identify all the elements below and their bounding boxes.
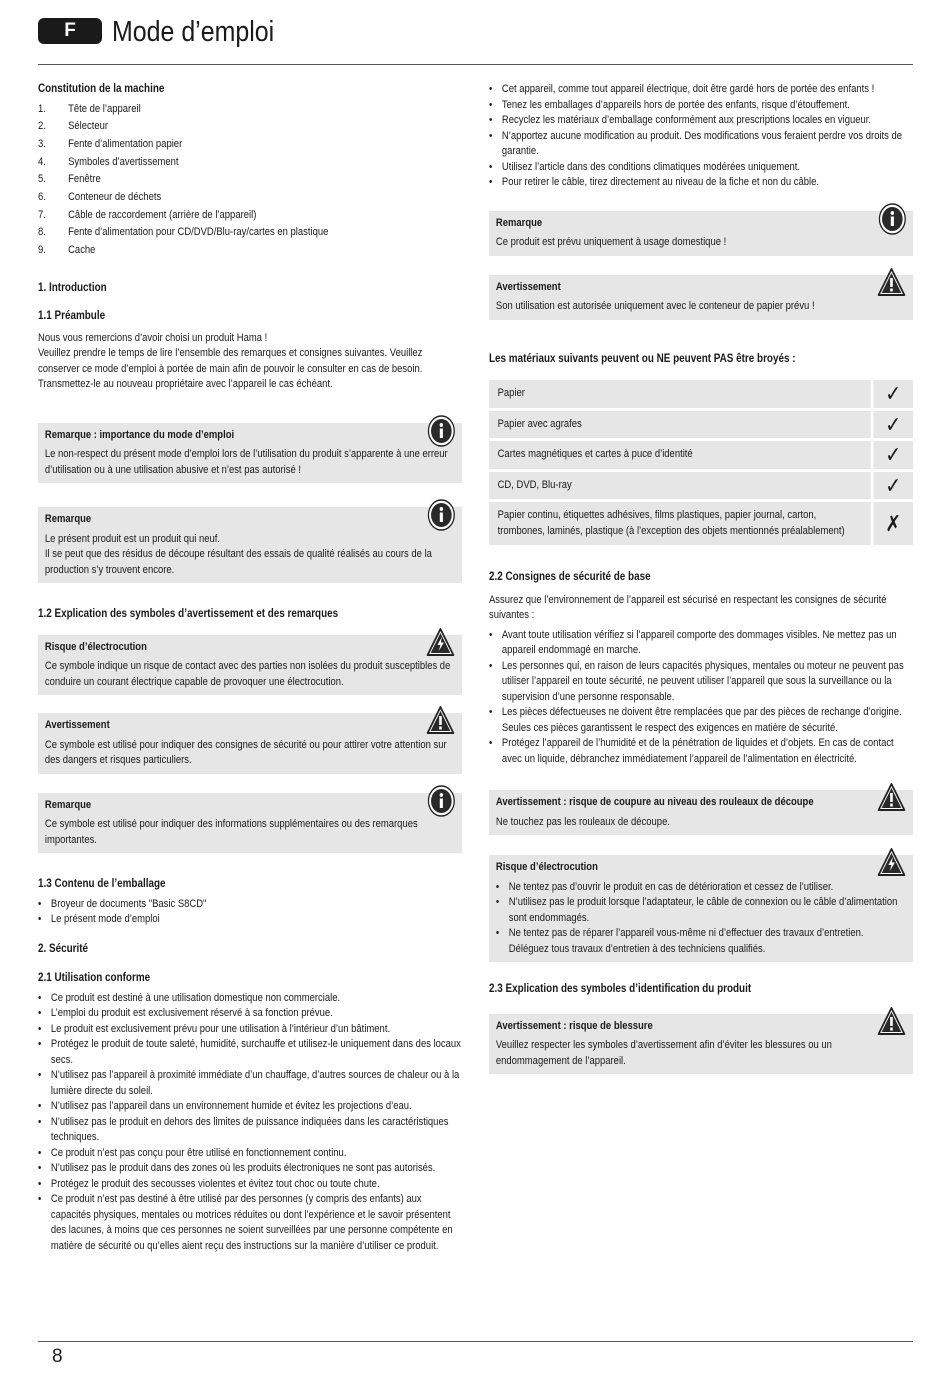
language-badge: F (38, 18, 102, 44)
material-row (489, 472, 913, 500)
note-title: Remarque (495, 216, 543, 229)
warning-text: Ne touchez pas les rouleaux de découpe. (495, 815, 670, 828)
material-label: Papier continu, étiquettes adhésives, films plastiques, papier journal, carton, trombones, laminés, plastique (à l’exception des objets mentionnés préalablement) (489, 502, 871, 545)
intended-use-item: • N’utilisez pas l’appareil à proximité immédiate d’un chauffage, d’autres sources de chaleur ou à la lumière directe du soleil. (38, 1068, 462, 1099)
basic-safety-list (489, 628, 913, 768)
constitution-item (38, 137, 462, 153)
safety-item: • Cet appareil, comme tout appareil électrique, doit être gardé hors de portée des enfants ! (489, 82, 913, 98)
material-row (489, 380, 913, 408)
preamble-text (38, 331, 462, 393)
note-title: Remarque (44, 513, 92, 525)
material-label: Papier (489, 380, 871, 408)
electric-shock-icon (426, 627, 455, 657)
note-title: Remarque : importance du mode d’emploi (44, 428, 235, 441)
warning-title: Avertissement : risque de blessure (495, 1019, 653, 1032)
box-text: Ce symbole indique un risque de contact avec des parties non isolées du produit susceptibles de conduire un courant électrique capable de provoquer une électrocution. (44, 660, 451, 688)
constitution-item (38, 155, 462, 171)
intended-use-item: • Ce produit est destiné à une utilisation domestique non commerciale. (38, 991, 462, 1007)
warning-injury (489, 1014, 913, 1075)
item-label: Câble de raccordement (arrière de l’appareil) (68, 208, 257, 221)
intended-use-item: • Protégez le produit des secousses violentes et évitez tout choc ou toute chute. (38, 1177, 462, 1193)
right-column (489, 82, 913, 1074)
box-text: Ce symbole est utilisé pour indiquer des informations supplémentaires ou des remarques importantes. (44, 818, 418, 846)
warning-explanation-box (38, 713, 462, 774)
intended-use-list (38, 991, 462, 1255)
shock-warning-box (489, 855, 913, 962)
intended-use-item: • N’utilisez pas le produit en dehors des limites de puissance indiquées dans les caractéristiques techniques. (38, 1115, 462, 1146)
material-label: CD, DVD, Blu-ray (489, 472, 871, 500)
shock-warning-list (496, 880, 906, 958)
intended-use-item: • N’utilisez pas l’appareil dans un environnement humide et évitez les projections d’eau. (38, 1099, 462, 1115)
material-row (489, 441, 913, 469)
info-icon (428, 785, 456, 817)
box-title: Risque d’électrocution (495, 861, 598, 873)
note-text: Le présent produit est un produit qui neuf. (44, 532, 221, 545)
note-domestic-use (489, 211, 913, 256)
material-mark: ✓ (871, 441, 913, 469)
item-number: 4. (38, 155, 46, 168)
constitution-item (38, 102, 462, 118)
safety-item: • Tenez les emballages d’appareils hors de portée des enfants, risque d’étouffement. (489, 98, 913, 114)
basic-safety-item: • Les pièces défectueuses ne doivent être remplacées que par des pièces de rechange d’origine. Seules ces pièces garantissent le respect des exigences en matière de sécurité. (489, 705, 913, 736)
constitution-item (38, 208, 462, 224)
note-text: Il se peut que des résidus de découpe résultant des essais de qualité réalisés au cours de la production s’y trouvent encore. (44, 548, 432, 576)
preamble-heading: 1.1 Préambule (38, 310, 106, 322)
item-number: 7. (38, 208, 46, 221)
page-footer (38, 1341, 913, 1367)
item-number: 9. (38, 244, 46, 256)
package-heading: 1.3 Contenu de l’emballage (38, 878, 166, 890)
section-safety-heading: 2. Sécurité (38, 942, 89, 955)
shock-warning-item: • Ne tentez pas de réparer l’appareil vous-même ni d’effectuer des travaux d’entretien. Déléguez tous travaux d’entretien à des techniciens qualifiés. (496, 926, 906, 957)
intended-use-item: • Ce produit n’est pas destiné à être utilisé par des personnes (y compris des enfants) aux capacités physiques, mentales ou motrices réduites ou dont l’expérience et le savoir présentent des lacunes, à moins que ces personnes ne soient surveillées par une personne compétente en matière de sécurité ou qu’elles aient reçu des instructions sur la manière d’utiliser ce produit. (38, 1192, 462, 1254)
constitution-heading: Constitution de la machine (38, 83, 165, 95)
constitution-item (38, 172, 462, 188)
shock-warning-item: • Ne tentez pas d’ouvrir le produit en cas de détérioration et cessez de l’utiliser. (496, 880, 906, 896)
identification-heading: 2.3 Explication des symboles d’identification du produit (489, 983, 752, 995)
intended-use-heading: 2.1 Utilisation conforme (38, 972, 151, 984)
safety-item: • Recyclez les matériaux d’emballage conformément aux prescriptions locales en vigueur. (489, 113, 913, 129)
left-column (38, 82, 462, 1254)
box-title: Remarque (44, 798, 92, 811)
intended-use-item: • N’utilisez pas le produit dans des zones où les produits électroniques ne sont pas autorisés. (38, 1161, 462, 1177)
constitution-item (38, 119, 462, 135)
warning-title: Avertissement (495, 280, 561, 293)
page-number: 8 (52, 1346, 63, 1367)
basic-safety-item: • Avant toute utilisation vérifiez si l’appareil comporte des dommages visibles. Ne mettez pas un appareil endommagé en marche. (489, 628, 913, 659)
package-item: • Broyeur de documents "Basic S8CD" (38, 897, 462, 913)
material-mark: ✗ (871, 502, 913, 545)
basic-safety-item: • Protégez l’appareil de l’humidité et de la pénétration de liquides et d’objets. En cas de contact avec un liquide, débranchez immédiatement l’appareil de l’alimentation en électricité. (489, 736, 913, 767)
note-text: Ce produit est prévu uniquement à usage domestique ! (495, 236, 727, 248)
package-item: • Le présent mode d’emploi (38, 912, 462, 928)
box-title: Avertissement (44, 719, 110, 731)
constitution-list (38, 102, 462, 259)
info-icon (428, 415, 456, 447)
note-text: Le non-respect du présent mode d’emploi lors de l’utilisation du produit s’apparente à une erreur d’utilisation ou à une utilisation abusive et n’est pas autorisé ! (44, 448, 448, 476)
constitution-item (38, 190, 462, 206)
item-label: Fente d’alimentation pour CD/DVD/Blu-ray/cartes en plastique (68, 226, 329, 239)
info-icon (428, 499, 456, 531)
warning-container (489, 275, 913, 320)
warning-title: Avertissement : risque de coupure au niveau des rouleaux de découpe (495, 796, 814, 808)
materials-table (489, 377, 913, 548)
section-introduction-heading: 1. Introduction (38, 281, 107, 294)
page-title: Mode d’emploi (112, 16, 275, 48)
item-label: Fenêtre (68, 173, 101, 186)
package-list (38, 897, 462, 928)
safety-item: • N’apportez aucune modification au produit. Des modifications vous feraient perdre vos droits de garantie. (489, 129, 913, 160)
symbols-heading: 1.2 Explication des symboles d’avertissement et des remarques (38, 608, 339, 620)
preamble-line: Veuillez prendre le temps de lire l’ensemble des remarques et consignes suivantes. Veuillez conserver ce mode d’emploi à portée de main afin de pouvoir le consulter en cas de besoin. Transmettez-le au nouveau propriétaire avec l’appareil le cas échéant. (38, 347, 423, 390)
page-header (38, 14, 913, 65)
warning-icon (877, 1006, 906, 1036)
item-number: 3. (38, 137, 46, 150)
warning-text: Veuillez respecter les symboles d’avertissement afin d’éviter les blessures ou un endommagement de l’appareil. (495, 1039, 832, 1067)
note-explanation-box (38, 793, 462, 854)
box-text: Ce symbole est utilisé pour indiquer des consignes de sécurité ou pour attirer votre attention sur des dangers et risques particuliers. (44, 738, 447, 766)
basic-safety-intro: Assurez que l’environnement de l’appareil est sécurisé en respectant les consignes de sécurité suivantes : (489, 593, 887, 621)
preamble-line: Nous vous remercions d’avoir choisi un produit Hama ! (38, 331, 268, 344)
warning-icon (877, 267, 906, 297)
basic-safety-item: • Les personnes qui, en raison de leurs capacités physiques, mentales ou moteur ne peuvent pas utiliser l’appareil en toute sécurité, ne peuvent utiliser l’appareil que sous la surveillance ou la supervision d’une personne responsable. (489, 659, 913, 706)
intended-use-item: • Ce produit n’est pas conçu pour être utilisé en fonctionnement continu. (38, 1146, 462, 1162)
shock-warning-item: • N’utilisez pas le produit lorsque l’adaptateur, le câble de connexion ou le câble d’alimentation sont endommagés. (496, 895, 906, 926)
material-mark: ✓ (871, 472, 913, 500)
info-icon (879, 203, 907, 235)
item-label: Fente d’alimentation papier (68, 137, 183, 150)
intended-use-item: • L’emploi du produit est exclusivement réservé à sa fonction prévue. (38, 1006, 462, 1022)
item-label: Symboles d’avertissement (68, 155, 179, 168)
box-title: Risque d’électrocution (44, 640, 147, 653)
constitution-item (38, 225, 462, 241)
item-label: Tête de l’appareil (68, 102, 141, 115)
note-manual-importance (38, 423, 462, 484)
intended-use-item: • Protégez le produit de toute saleté, humidité, surchauffe et utilisez-le uniquement dans des locaux secs. (38, 1037, 462, 1068)
shock-explanation-box (38, 635, 462, 696)
material-label: Papier avec agrafes (489, 411, 871, 439)
material-mark: ✓ (871, 411, 913, 439)
item-number: 8. (38, 226, 46, 239)
warning-icon (877, 782, 906, 812)
safety-item: • Pour retirer le câble, tirez directement au niveau de la fiche et non du câble. (489, 175, 913, 191)
materials-heading: Les matériaux suivants peuvent ou NE peuvent PAS être broyés : (489, 352, 796, 365)
warning-cutting-rollers (489, 790, 913, 835)
material-mark: ✓ (871, 380, 913, 408)
safety-item: • Utilisez l’article dans des conditions climatiques modérées uniquement. (489, 160, 913, 176)
material-row (489, 411, 913, 439)
warning-text: Son utilisation est autorisée uniquement avec le conteneur de papier prévu ! (495, 300, 815, 312)
warning-icon (426, 705, 455, 735)
material-label: Cartes magnétiques et cartes à puce d’identité (489, 441, 871, 469)
basic-safety-heading: 2.2 Consignes de sécurité de base (489, 571, 651, 583)
note-new-product (38, 507, 462, 583)
item-number: 2. (38, 120, 46, 133)
constitution-item (38, 243, 462, 259)
item-number: 5. (38, 173, 46, 186)
safety-continued-list (489, 82, 913, 191)
item-label: Conteneur de déchets (68, 190, 162, 203)
item-number: 6. (38, 190, 46, 203)
intended-use-item: • Le produit est exclusivement prévu pour une utilisation à l’intérieur d’un bâtiment. (38, 1022, 462, 1038)
item-label: Sélecteur (68, 120, 109, 133)
item-number: 1. (38, 102, 46, 115)
electric-shock-icon (877, 847, 906, 877)
material-row (489, 502, 913, 545)
item-label: Cache (68, 244, 96, 256)
